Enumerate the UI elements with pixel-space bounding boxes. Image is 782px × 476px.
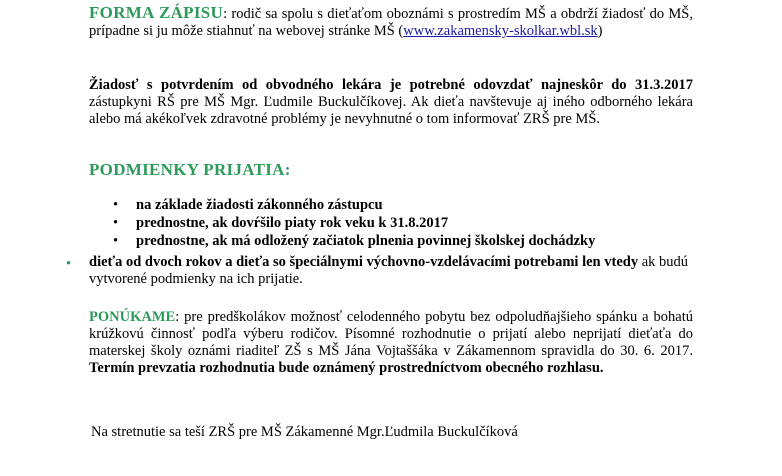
forma-zapisu-text-end: ) [597,23,603,39]
list-item-text: prednostne, ak dovŕšilo piaty rok veku k 31.8.2017 [136,215,449,231]
website-link[interactable]: www.zakamensky-skolkar.wbl.sk [403,23,598,39]
podmienky-extra-bold: dieťa od dvoch rokov a dieťa so špeciálnymi výchovno-vzdelávacími potrebami len vtedy [89,254,639,270]
ponukame-paragraph [89,309,693,377]
ponukame-text: : pre predškolákov možnosť celodenného pobytu bez odpoludňajšieho spánku a bohatú krúžkovú činnosť podľa výberu rodičov. Písomné rozhodnutie o prijatí alebo neprijatí dieťaťa do materskej školy oznámi riaditeľ ZŠ s MŠ Jána Vojtaššáka v Zákamennom spravidla do 30. 6. 2017. [89,309,693,359]
list-item [89,215,699,233]
bullet-icon: • [113,233,119,249]
ziadost-bold-text: Žiadosť s potvrdením od obvodného lekára je potrebné odovzdať najneskôr do 31.3.2017 [89,77,693,93]
ponukame-heading: PONÚKAME [89,309,176,325]
ziadost-text: zástupkyni RŠ pre MŠ Mgr. Ľudmile Buckulčíkovej. Ak dieťa navštevuje aj iného odborného lekára alebo má akékoľvek zdravotné problémy je nevyhnutné o tom informovať ZRŠ pre MŠ. [89,94,693,127]
list-item [89,197,699,215]
list-item-text: prednostne, ak má odložený začiatok plnenia povinnej školskej dochádzky [136,233,596,249]
bullet-icon: • [113,197,119,213]
list-item [89,233,699,251]
podmienky-extra-text: ak budú vytvorené podmienky na ich prijatie. [89,254,689,287]
podmienky-list [89,197,699,251]
ponukame-bold-text: Termín prevzatia rozhodnutia bude oznámený prostredníctvom obecného rozhlasu. [89,360,604,376]
signature-line: Na stretnutie sa teší ZRŠ pre MŠ Zákamenné Mgr.Ľudmila Buckulčíková [91,424,518,440]
podmienky-extra-item [89,254,693,288]
forma-zapisu-heading: FORMA ZÁPISU [89,3,224,22]
green-bullet-icon: • [66,256,72,272]
forma-zapisu-paragraph [89,4,693,40]
forma-zapisu-text: : rodič sa spolu s dieťaťom oboznámi s prostredím MŠ a obdrží žiadosť do MŠ, prípadne si ju môže stiahnuť na webovej stránke MŠ ( [89,6,693,39]
ziadost-paragraph [89,77,693,128]
podmienky-heading: PODMIENKY PRIJATIA: [89,160,291,179]
bullet-icon: • [113,215,119,231]
list-item-text: na základe žiadosti zákonného zástupcu [136,197,383,213]
